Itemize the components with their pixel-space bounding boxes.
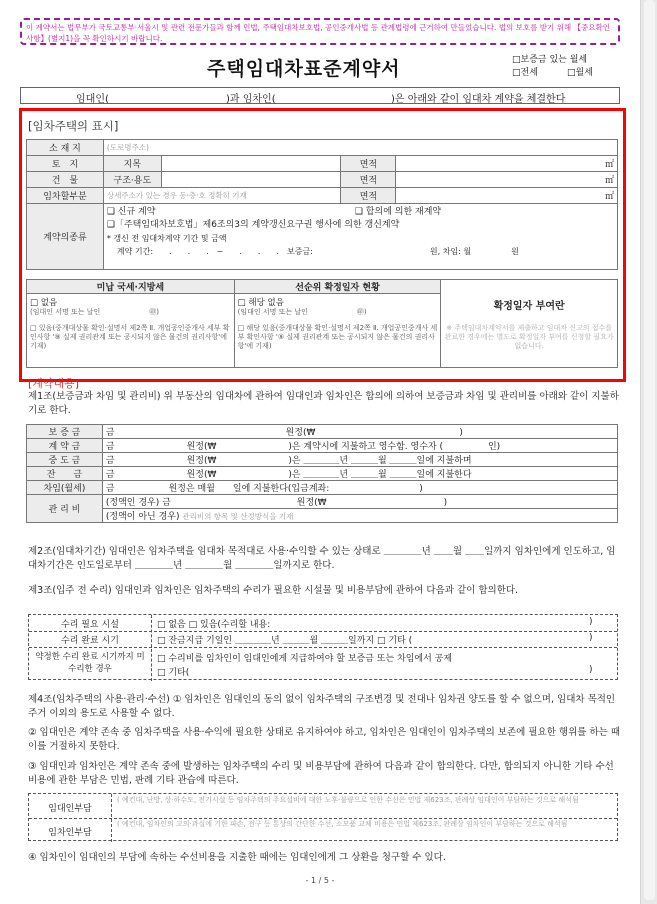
land-area-label: 면적 bbox=[341, 156, 396, 172]
repair-done-field[interactable]: □ 잔금지급 기일인 ＿＿＿＿년 ＿＿＿월 ＿＿＿일까지 □ 기타 ( bbox=[157, 636, 413, 646]
content-heading: [계약내용] bbox=[28, 377, 80, 390]
renewal-right-checkbox[interactable]: ❑「주택임대차보호법」제6조의3의 계약갱신요구권 행사에 의한 갱신계약 bbox=[106, 220, 400, 230]
mgmt-fixed-field[interactable]: (정액인 경우) 금 원정(₩ ) bbox=[102, 495, 617, 509]
land-label: 토 지 bbox=[27, 156, 104, 172]
lease-party-line bbox=[20, 87, 620, 104]
burden-table bbox=[28, 793, 618, 841]
address-field[interactable]: (도로명주소) bbox=[103, 140, 617, 156]
fixed-date-header: 확정일자 부여란 bbox=[493, 300, 565, 312]
fixed-date-cell bbox=[441, 280, 618, 368]
mgmt-variable-field[interactable]: (정액이 아닌 경우) 관리비의 항목 및 산정방식을 기재 bbox=[102, 509, 617, 523]
land-area-field[interactable]: ㎡ bbox=[396, 156, 618, 172]
lessor-label: 임대인( bbox=[76, 94, 109, 105]
tax-none-checkbox[interactable]: □ 없음 bbox=[30, 298, 58, 308]
display-heading: [임차주택의 표시] bbox=[28, 119, 119, 133]
balance-label: 잔 금 bbox=[27, 467, 103, 481]
interim-payment-label: 중 도 금 bbox=[27, 453, 103, 467]
priority-none-checkbox[interactable]: □ 해당 없음 bbox=[237, 298, 284, 308]
priority-lessor-sign: (임대인 서명 또는 날인 ㊞) bbox=[237, 308, 367, 316]
balance-field[interactable]: 금 원정(₩ )은 ＿＿＿＿년 ＿＿＿월 ＿＿＿일에 지불한다 bbox=[102, 467, 617, 481]
lease-statement: )은 아래와 같이 임대차 계약을 체결한다 bbox=[391, 94, 566, 105]
repair-fail-label: 약정한 수리 완료 시기까지 미 수리한 경우 bbox=[35, 652, 145, 674]
fixed-date-note: ※ 주택임대차계약서를 제출하고 임대차 신고의 접수를 완료한 경우에는 별도로 확정일자 부여를 신청할 필요가 없습니다. bbox=[444, 323, 614, 350]
leased-part-label: 임차할부분 bbox=[27, 188, 104, 204]
notice-box: 이 계약서는 법무부가 국토교통부·서울시 및 관련 전문가들과 함께 민법, 주택임대차보호법, 공인중개사법 등 관계법령에 근거하여 만들었습니다. 법의 보호를 받기 위해 【중요확인사항】(별지1)을 꼭 확인하시기 바랍니다. bbox=[20, 18, 620, 45]
priority-cell bbox=[234, 294, 441, 368]
contract-type-monthly[interactable]: □월세 bbox=[567, 68, 593, 78]
contract-type-deposit-monthly[interactable]: □보증금 있는 월세 bbox=[512, 55, 588, 65]
repair-fail-deduct[interactable]: □ 수리비를 임차인이 임대인에게 지급하여야 할 보증금 또는 차임에서 공제 bbox=[157, 654, 453, 664]
tax-lessor-sign: (임대인 서명 또는 날인 ㊞) bbox=[30, 308, 159, 316]
priority-exists-checkbox[interactable]: □ 해당 있음(중개대상물 확인·설명서 제2쪽 Ⅱ. 개업공인중개사 세부 확인사항 '⑨ 실제 권리관계 또는 공시되지 않은 물건의 권리사항'에 기재) bbox=[237, 324, 438, 350]
lessor-burden-label: 임대인부담 bbox=[48, 804, 92, 814]
renewal-amount: 원, 차임: 월 원 bbox=[429, 247, 519, 256]
page-number: - 1 / 5 - bbox=[305, 876, 335, 885]
article-4: 제4조(임차주택의 사용·관리·수선) ① 임차인은 임대인의 동의 없이 임차주택의 구조변경 및 전대나 임차권 양도를 할 수 없으며, 임대차 목적인 주거 이외의 용도로 사용할 수 없다. bbox=[28, 694, 616, 719]
payment-table bbox=[26, 424, 618, 523]
leased-area-field[interactable]: ㎡ bbox=[396, 188, 618, 204]
scrollbar-thumb[interactable] bbox=[644, 0, 655, 900]
down-payment-label: 계 약 금 bbox=[27, 439, 103, 453]
unpaid-tax-header: 미납 국세·지방세 bbox=[27, 280, 235, 294]
repair-need-label: 수리 필요 시설 bbox=[61, 620, 119, 630]
article-4-4: ④ 임차인이 임대인의 부담에 속하는 수선비용을 지출한 때에는 임대인에게 그 상환을 청구할 수 있다. bbox=[28, 852, 446, 863]
agreed-renewal-checkbox[interactable]: ❑ 합의에 의한 재계약 bbox=[354, 207, 442, 217]
repair-fail-other[interactable]: □ 기타( bbox=[157, 668, 190, 678]
land-type-field[interactable] bbox=[161, 156, 341, 172]
contract-type-jeonse[interactable]: □전세 bbox=[512, 68, 538, 78]
repair-table: 수리 필요 시설 □ 없음 □ 있음(수리할 내용: ) 수리 완료 시기 □ 잔금지급 기일인 ＿＿＿＿년 ＿＿＿월 ＿＿＿일까지 □ 기타 ( ) 약정한 수리 완료 시기까지 미 수리한 경우 □ 수리비를 임차인이 임대인에게 지급하여야 할 보증금 또는 차임에서 공제 □ 기타( ) bbox=[28, 614, 618, 680]
article-1: 제1조(보증금과 차임 및 관리비) 위 부동산의 임대차에 관하여 임대인과 임차인은 합의에 의하여 보증금과 차임 및 관리비를 아래와 같이 지불하기로 한다. bbox=[28, 391, 619, 416]
page-title: 주택임대차표준계약서 bbox=[207, 58, 401, 80]
unpaid-tax-cell bbox=[27, 294, 235, 368]
priority-header: 선순위 확정일자 현황 bbox=[234, 280, 441, 294]
lessor-burden-note[interactable]: ( 예컨대, 난방, 상·하수도, 전기시설 등 임차주택의 주요설비에 대한 노후·불량으로 인한 수선은 민법 제623조, 판례상 임대인이 부담하는 것으로 해석됨 bbox=[117, 796, 579, 804]
building-structure-label: 구조·용도 bbox=[103, 172, 161, 188]
rights-table bbox=[26, 279, 618, 368]
renewal-note: * 갱신 전 임대차계약 기간 및 금액 bbox=[106, 234, 227, 243]
vertical-scrollbar[interactable] bbox=[640, 0, 657, 904]
down-payment-field[interactable]: 금 원정(₩ )은 계약시에 지불하고 영수함. 영수자 ( 인) bbox=[102, 439, 617, 453]
article-4-2: ② 임대인은 계약 존속 중 임차주택을 사용·수익에 필요한 상태로 유지하여야 하고, 임차인은 임대인이 임차주택의 보존에 필요한 행위를 하는 때 이를 거절하지 못한다. bbox=[28, 727, 621, 752]
contract-kind-label: 계약의종류 bbox=[27, 204, 104, 270]
property-table bbox=[26, 139, 618, 270]
monthly-rent-field[interactable]: 금 원정은 매월 일에 지불한다(입금계좌: ) bbox=[102, 481, 617, 495]
building-area-field[interactable]: ㎡ bbox=[396, 172, 618, 188]
building-structure-field[interactable] bbox=[161, 172, 341, 188]
monthly-rent-label: 차임(월세) bbox=[27, 481, 103, 495]
leased-area-label: 면적 bbox=[341, 188, 396, 204]
leased-part-field[interactable]: 상세주소가 있는 경우 동·층·호 정확히 기재 bbox=[103, 188, 341, 204]
contract-kind-cell bbox=[103, 204, 617, 270]
deposit-label: 보 증 금 bbox=[27, 425, 103, 439]
new-contract-checkbox[interactable]: ❑ 신규 계약 bbox=[106, 207, 156, 217]
building-area-label: 면적 bbox=[341, 172, 396, 188]
lessee-burden-note[interactable]: ( 예컨대, 임차인의 고의·과실에 기한 파손, 전구 등 통상의 간단한 수선, 소모품 교체 비용은 민법 제623조, 판례상 임차인이 부담하는 것으로 해석됨 bbox=[117, 820, 568, 828]
lessee-burden-label: 임차인부담 bbox=[48, 828, 92, 838]
renewal-period: 계약 기간: . . . ~ . . . 보증금: bbox=[116, 247, 313, 256]
article-3: 제3조(입주 전 수리) 임대인과 임차인은 임차주택의 수리가 필요한 시설물 및 비용부담에 관하여 다음과 같이 합의한다. bbox=[28, 585, 519, 596]
mgmt-fee-label: 관 리 비 bbox=[27, 495, 103, 523]
interim-payment-field[interactable]: 금 원정(₩ )은 ＿＿＿＿년 ＿＿＿월 ＿＿＿일에 지불하며 bbox=[102, 453, 617, 467]
deposit-field[interactable]: 금 원정(₩ ) bbox=[102, 425, 617, 439]
article-2: 제2조(임대차기간) 임대인은 임차주택을 임대차 목적대로 사용·수익할 수 있는 상태로 ＿＿＿＿년 ＿＿월 ＿＿일까지 임차인에게 인도하고, 임대차기간은 인도일로부터 ＿＿＿＿년 ＿＿＿＿월 ＿＿＿＿일까지로 한다. bbox=[28, 546, 616, 571]
repair-done-label: 수리 완료 시기 bbox=[61, 636, 119, 646]
repair-need-field[interactable]: □ 없음 □ 있음(수리할 내용: bbox=[157, 620, 271, 630]
article-4-3: ③ 임대인과 임차인은 계약 존속 중에 발생하는 임차주택의 수리 및 비용부담에 관하여 다음과 같이 합의한다. 다만, 합의되지 아니한 기타 수선비용에 관한 부담은 민법, 판례 기타 관습에 따른다. bbox=[28, 761, 614, 786]
address-label: 소 재 지 bbox=[27, 140, 104, 156]
tax-exists-checkbox[interactable]: □ 있음(중개대상물 확인·설명서 제2쪽 Ⅱ. 개업공인중개사 세부 확인사항 '⑨ 실제 권리관계 또는 공시되지 않은 물건의 권리사항'에 기재) bbox=[30, 324, 230, 350]
building-label: 건 물 bbox=[27, 172, 104, 188]
lessee-label: )과 임차인( bbox=[226, 94, 276, 105]
land-type-label: 지목 bbox=[103, 156, 161, 172]
